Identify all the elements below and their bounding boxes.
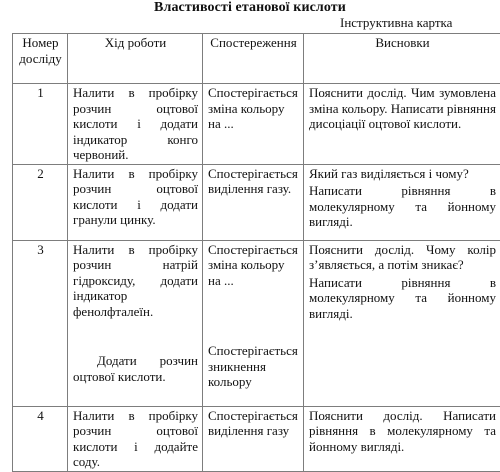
observation-text: Спостерігається зміна кольору на ... <box>208 242 299 289</box>
worksheet-subtitle: Інструктивна картка <box>340 15 452 31</box>
row-observations <box>203 164 304 240</box>
conclusion-text: Написати рівняння в молекулярному та йонному вигляді. <box>309 275 496 322</box>
row-steps <box>68 84 203 165</box>
step-text: Налити в пробірку розчин оцтової кислоти і додайте соду. <box>73 408 198 470</box>
row-number: 4 <box>13 406 68 471</box>
header-conclusions: Висновки <box>304 34 500 84</box>
row-number: 3 <box>13 240 68 406</box>
header-observations: Спостереження <box>203 34 304 84</box>
row-number: 1 <box>13 84 68 165</box>
header-steps: Хід роботи <box>68 34 203 84</box>
row-conclusions <box>304 240 500 406</box>
step-text: Налити в пробірку розчин оцтової кислоти і додати індикатор конго червоний. <box>73 85 198 163</box>
row-conclusions <box>304 406 500 471</box>
step-text: Налити в пробірку розчин оцтової кислоти і додати гранули цинку. <box>73 166 198 228</box>
conclusion-text: Пояснити дослід. Чим зумовлена зміна кольору. Написати рівняння дисоціації оцтової кислоти. <box>309 85 496 132</box>
experiments-table <box>12 33 500 472</box>
worksheet-title: Властивості етанової кислоти <box>0 0 500 16</box>
row-conclusions <box>304 84 500 165</box>
row-number: 2 <box>13 164 68 240</box>
row-observations <box>203 406 304 471</box>
row-steps <box>68 240 203 406</box>
table-header-row <box>13 34 500 84</box>
table-row <box>13 164 500 240</box>
conclusion-text: Який газ виділяється і чому? <box>309 166 496 182</box>
row-observations <box>203 240 304 406</box>
header-number: Номер досліду <box>13 34 68 84</box>
step-text: Налити в пробірку розчин натрій гідроксиду, додати індикатор фенолфталеїн. <box>73 242 198 320</box>
observation-text: Спостерігається виділення газу <box>208 408 299 439</box>
row-observations <box>203 84 304 165</box>
table-row <box>13 406 500 471</box>
row-conclusions <box>304 164 500 240</box>
row-steps <box>68 406 203 471</box>
table-row <box>13 240 500 406</box>
observation-text: Спостерігається зміна кольору на ... <box>208 85 299 132</box>
conclusion-text: Пояснити дослід. Написати рівняння в молекулярному та йонному вигляді. <box>309 408 496 455</box>
observation-text: Спостерігається зникнення кольору <box>208 343 299 390</box>
conclusion-text: Написати рівняння в молекулярному та йонному вигляді. <box>309 183 496 230</box>
observation-text: Спостерігається виділення газу. <box>208 166 299 197</box>
table-row <box>13 84 500 165</box>
step-text: Додати розчин оцтової кислоти. <box>73 353 198 384</box>
conclusion-text: Пояснити дослід. Чому колір з’являється, а потім зникає? <box>309 242 496 273</box>
row-steps <box>68 164 203 240</box>
